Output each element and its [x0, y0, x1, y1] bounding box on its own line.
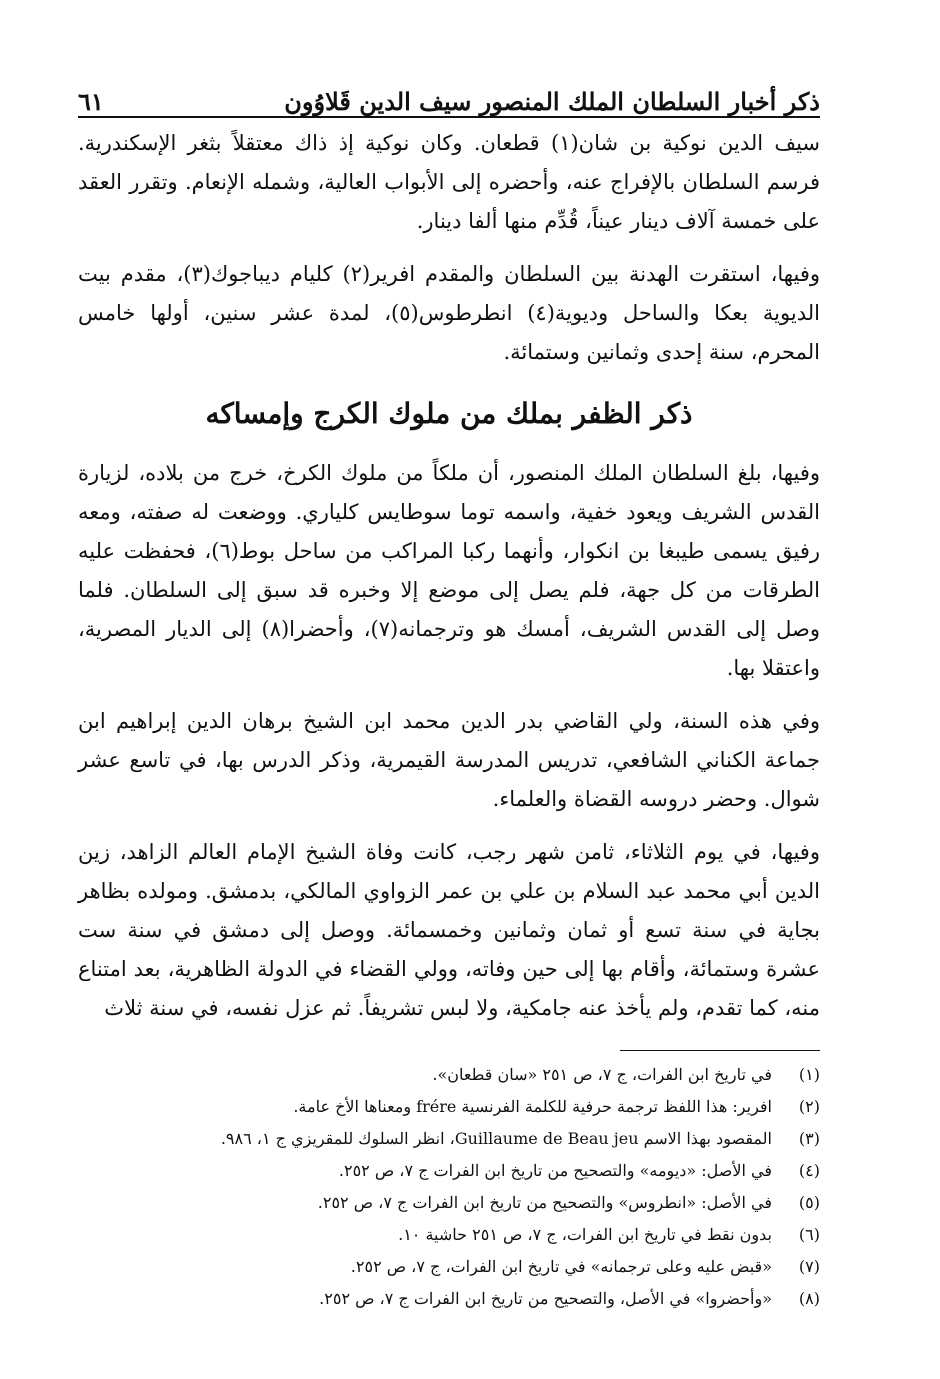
book-page: [78, 72, 820, 1315]
footnotes-list: [78, 1059, 820, 1315]
footnote-number: (٢): [798, 1097, 820, 1116]
main-text: [78, 124, 820, 1028]
footnote-number: (٥): [798, 1193, 820, 1212]
footnote: [78, 1251, 820, 1283]
footnote-number: (٣): [798, 1129, 820, 1148]
footnote: [78, 1059, 820, 1091]
page-number: ٦١: [78, 87, 104, 116]
footnote-number: (٨): [798, 1289, 820, 1308]
footnote-number: (٦): [798, 1225, 820, 1244]
footnote-number: (١): [798, 1065, 820, 1084]
section-heading: ذكر الظفر بملك من ملوك الكرج وإمساكه: [205, 397, 693, 430]
footnote: [78, 1091, 820, 1123]
footnote-text: في الأصل: «انطروس» والتصحيح من تاريخ ابن الفرات ج ٧، ص ٢٥٢.: [317, 1193, 772, 1212]
footnote: [78, 1123, 820, 1155]
footnote-text: بدون نقط في تاريخ ابن الفرات، ج ٧، ص ٢٥١ حاشية ١٠.: [398, 1225, 772, 1244]
footnote: [78, 1155, 820, 1187]
footnote-text: المقصود بهذا الاسم Guillaume de Beau jeu، انظر السلوك للمقريزي ج ١، ٩٨٦.: [220, 1129, 772, 1148]
paragraph: وفيها، في يوم الثلاثاء، ثامن شهر رجب، كانت وفاة الشيخ الإمام العالم الزاهد، زين الدين أبي محمد عبد السلام بن علي بن عمر الزواوي المالكي، بدمشق. ومولده بظاهر بجاية في سنة تسع أو ثمان وثمانين وخمسمائة. ووصل إلى دمشق في سنة ست عشرة وستمائة، وأقام بها إلى حين وفاته، وولي القضاء في الدولة الظاهرية، بعد امتناع منه، كما تقدم، ولم يأخذ عنه جامكية، ولا لبس تشريفاً. ثم عزل نفسه، في سنة ثلاث: [78, 840, 820, 1020]
footnote-number: (٧): [798, 1257, 820, 1276]
footnote-divider: [620, 1050, 820, 1051]
footnote-text: «قبض عليه وعلى ترجمانه» في تاريخ ابن الفرات، ج ٧، ص ٢٥٢.: [350, 1257, 772, 1276]
paragraph: وفيها، بلغ السلطان الملك المنصور، أن ملكاً من ملوك الكرخ، خرج من بلاده، لزيارة القدس الشريف ويعود خفية، واسمه توما سوطايس كلياري. ووضعت له صفته، ومعه رفيق يسمى طيبغا بن انكوار، وأنهما ركبا المراكب من ساحل بوط(٦)، فحفظت عليه الطرقات من كل جهة، فلم يصل إلى موضع إلا وخبره قد سبق إلى السلطان. فلما وصل إلى القدس الشريف، أمسك هو وترجمانه(٧)، وأحضرا(٨) إلى الديار المصرية، واعتقلا بها.: [78, 461, 821, 680]
header-title: ذكر أخبار السلطان الملك المنصور سيف الدين قَلاوُون: [284, 87, 820, 116]
footnote-text: افرير: هذا اللفظ ترجمة حرفية للكلمة الفرنسية frére ومعناها الأخ عامة.: [293, 1097, 772, 1116]
footnote-text: «وأحضروا» في الأصل، والتصحيح من تاريخ ابن الفرات ج ٧، ص ٢٥٢.: [319, 1289, 772, 1308]
paragraph: وفيها، استقرت الهدنة بين السلطان والمقدم افرير(٢) كليام ديباجوك(٣)، مقدم بيت الديوية بعكا والساحل وديوية(٤) انطرطوس(٥)، لمدة عشر سنين، أولها خامس المحرم، سنة إحدى وثمانين وستمائة.: [78, 262, 820, 364]
footnote-number: (٤): [798, 1161, 820, 1180]
paragraph: سيف الدين نوكية بن شان(١) قطعان. وكان نوكية إذ ذاك معتقلاً بثغر الإسكندرية. فرسم السلطان بالإفراج عنه، وأحضره إلى الأبواب العالية، وشمله الإنعام. وتقرر العقد على خمسة آلاف دينار عيناً، قُدِّم منها ألفا دينار.: [78, 131, 821, 233]
footnote: [78, 1187, 820, 1219]
footnote: [78, 1219, 820, 1251]
footnote: [78, 1283, 820, 1315]
footnote-text: في الأصل: «ديومه» والتصحيح من تاريخ ابن الفرات ج ٧، ص ٢٥٢.: [338, 1161, 772, 1180]
running-header: [78, 72, 820, 118]
footnote-text: في تاريخ ابن الفرات، ج ٧، ص ٢٥١ «سان قطعان».: [432, 1065, 772, 1084]
paragraph: وفي هذه السنة، ولي القاضي بدر الدين محمد ابن الشيخ برهان الدين إبراهيم ابن جماعة الكناني الشافعي، تدريس المدرسة القيمرية، وذكر الدرس بها، في تاسع عشر شوال. وحضر دروسه القضاة والعلماء.: [78, 709, 820, 811]
